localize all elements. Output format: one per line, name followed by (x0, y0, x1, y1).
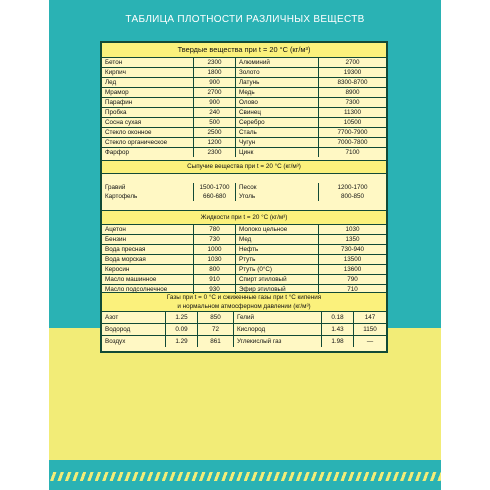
substance-name: Серебро (236, 118, 319, 127)
table-row (102, 245, 386, 255)
table-row (102, 128, 386, 138)
density-value: 900 (194, 98, 236, 107)
density-value: 7000-7800 (337, 139, 368, 146)
substance-name: Углекислый газ (234, 336, 322, 347)
density-value: 1030 (194, 255, 236, 264)
table-row (102, 183, 386, 192)
table-row (102, 324, 386, 336)
table-row (102, 285, 386, 294)
density-value: 800-850 (340, 193, 365, 200)
substance-name: Кислород (234, 324, 322, 335)
density-value: 730-940 (340, 246, 365, 253)
bulk-rows (102, 174, 386, 211)
liquid-density: 861 (198, 336, 234, 347)
density-value: 7300 (345, 99, 360, 106)
substance-name: Кирпич (102, 68, 194, 77)
density-value: 910 (194, 275, 236, 284)
substance-name: Мед (236, 235, 319, 244)
density-value: 11300 (343, 109, 362, 116)
table-row (102, 275, 386, 285)
substance-name: Стекло органическое (102, 138, 194, 147)
substance-name: Спирт этиловый (236, 275, 319, 284)
gases-header-line1: Газы при t = 0 °C и сжиженные газы при t °C кипения (166, 294, 322, 301)
substance-name: Вода морская (102, 255, 194, 264)
liquid-density: 72 (198, 324, 234, 335)
liquid-density: — (366, 338, 374, 345)
density-value: 2700 (194, 88, 236, 97)
table-row (102, 108, 386, 118)
substance-name: Керосин (102, 265, 194, 274)
substance-name: Сталь (236, 128, 319, 137)
table-row (102, 255, 386, 265)
density-value: 1000 (194, 245, 236, 254)
table-row (102, 235, 386, 245)
substance-name: Гелий (234, 312, 322, 323)
gas-density: 0.09 (166, 324, 198, 335)
substance-name: Алюминий (236, 58, 319, 67)
density-value: 1030 (345, 226, 360, 233)
density-value: 2500 (194, 128, 236, 137)
density-value: 8900 (345, 89, 360, 96)
page-title: ТАБЛИЦА ПЛОТНОСТИ РАЗЛИЧНЫХ ВЕЩЕСТВ (125, 14, 365, 25)
gas-density: 1.98 (322, 336, 354, 347)
substance-name: Олово (236, 98, 319, 107)
density-value: 13600 (343, 266, 362, 273)
density-value: 710 (347, 286, 358, 293)
density-value: 7700-7900 (337, 129, 368, 136)
substance-name: Стекло оконное (102, 128, 194, 137)
density-value: 2300 (194, 58, 236, 67)
table-row (102, 312, 386, 324)
liquid-density: 147 (364, 314, 376, 321)
substance-name: Вода пресная (102, 245, 194, 254)
table-row (102, 148, 386, 157)
density-value: 19300 (343, 69, 362, 76)
density-value: 2700 (345, 59, 360, 66)
substance-name: Бетон (102, 58, 194, 67)
density-value: 500 (194, 118, 236, 127)
density-value: 800 (194, 265, 236, 274)
table-row (102, 336, 386, 347)
density-value: 1200-1700 (337, 184, 368, 191)
substance-name: Молоко цельное (236, 225, 319, 234)
gas-density: 0.18 (322, 312, 354, 323)
solids-rows (102, 58, 386, 161)
table-row (102, 138, 386, 148)
substance-name: Парафин (102, 98, 194, 107)
substance-name: Бензин (102, 235, 194, 244)
substance-name: Ацетон (102, 225, 194, 234)
density-value: 1200 (194, 138, 236, 147)
substance-name: Азот (102, 312, 166, 323)
substance-name: Свинец (236, 108, 319, 117)
table-row (102, 68, 386, 78)
table-row (102, 225, 386, 235)
substance-name: Фарфор (102, 148, 194, 157)
gases-header-line2: и нормальном атмосферном давлении (кг/м³) (177, 302, 311, 310)
substance-name: Чугун (236, 138, 319, 147)
density-value: 1350 (345, 236, 360, 243)
striped-border (49, 472, 441, 481)
substance-name: Мрамор (102, 88, 194, 97)
substance-name: Сосна сухая (102, 118, 194, 127)
substance-name: Нефть (236, 245, 319, 254)
substance-name: Золото (236, 68, 319, 77)
density-value: 660-680 (194, 192, 236, 201)
density-value: 1500-1700 (194, 183, 236, 192)
substance-name: Масло подсолнечное (102, 285, 194, 294)
density-value: 10500 (343, 119, 362, 126)
density-value: 1800 (194, 68, 236, 77)
substance-name: Воздух (102, 336, 166, 347)
substance-name: Цинк (236, 148, 319, 157)
table-row (102, 78, 386, 88)
density-table (100, 41, 388, 353)
substance-name: Латунь (236, 78, 319, 87)
gas-density: 1.25 (166, 312, 198, 323)
substance-name: Лед (102, 78, 194, 87)
liquid-density: 850 (198, 312, 234, 323)
density-value: 2300 (194, 148, 236, 157)
table-row (102, 58, 386, 68)
table-row (102, 88, 386, 98)
density-value: 13500 (343, 256, 362, 263)
density-value: 930 (194, 285, 236, 294)
bulk-header: Сыпучие вещества при t = 20 °C (кг/м³) (102, 161, 386, 174)
table-row (102, 265, 386, 275)
table-row (102, 118, 386, 128)
density-value: 730 (194, 235, 236, 244)
table-row (102, 98, 386, 108)
solids-header: Твердые вещества при t = 20 °C (кг/м³) (102, 43, 386, 58)
density-value: 240 (194, 108, 236, 117)
table-row (102, 192, 386, 201)
liquids-rows (102, 225, 386, 293)
density-value: 780 (194, 225, 236, 234)
substance-name: Гравий (102, 183, 194, 192)
substance-name: Эфир этиловый (236, 285, 319, 294)
liquids-header: Жидкости при t = 20 °C (кг/м³) (102, 211, 386, 225)
substance-name: Картофель (102, 192, 194, 201)
density-value: 8300-8700 (337, 79, 368, 86)
liquid-density: 1150 (363, 326, 377, 333)
substance-name: Водород (102, 324, 166, 335)
gas-density: 1.29 (166, 336, 198, 347)
substance-name: Масло машинное (102, 275, 194, 284)
gases-rows (102, 312, 386, 347)
density-value: 900 (194, 78, 236, 87)
substance-name: Уголь (236, 192, 319, 201)
gas-density: 1.43 (322, 324, 354, 335)
density-value: 790 (347, 276, 358, 283)
substance-name: Пробка (102, 108, 194, 117)
density-value: 7100 (345, 149, 360, 156)
substance-name: Ртуть (0°C) (236, 265, 319, 274)
substance-name: Медь (236, 88, 319, 97)
substance-name: Песок (236, 183, 319, 192)
gases-header (102, 293, 386, 312)
substance-name: Ртуть (236, 255, 319, 264)
poster (49, 0, 441, 490)
